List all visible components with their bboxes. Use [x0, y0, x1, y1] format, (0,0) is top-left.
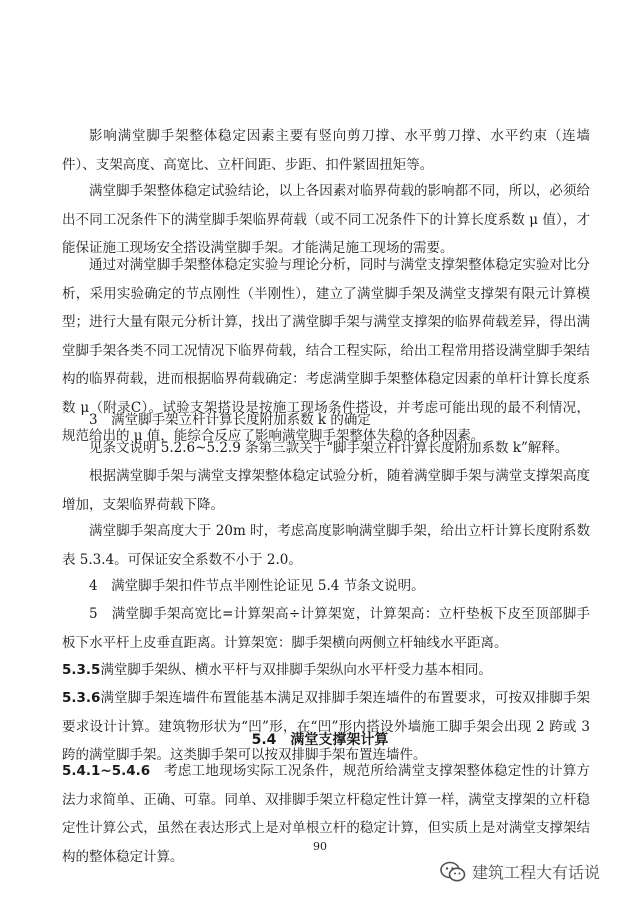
clause-5-4-1: [62, 757, 590, 871]
paragraph-analysis: 通过对满堂脚手架整体稳定实验与理论分析，同时与满堂支撑架整体稳定实验对比分析，采用实验确定的节点刚性（半刚性），建立了满堂脚手架及满堂支撑架有限元计算模型；进行大量有限元分析计算，找出了满堂脚手架与满堂支撑架的临界荷载差异，得出满堂脚手架各类不同工况情况下临界荷载，结合工程实际，给出工程常用搭设满堂脚手架结构的临界荷载，进而根据临界荷载确定：考虑满堂脚手架整体稳定因素的单杆计算长度系数 μ（附录C）。试验支架搭设是按施工现场条件搭设，并考虑可能出现的最不利情况，规范给出的 μ 值，能综合反应了影响满堂脚手架整体失稳的各种因素。: [62, 257, 590, 444]
clause-number: 5.3.5: [62, 662, 101, 678]
clause-number: 5.3.6: [62, 690, 101, 706]
wechat-icon: [440, 861, 466, 883]
paragraph-stability-factors: 影响满堂脚手架整体稳定因素主要有竖向剪刀撑、水平剪刀撑、水平约束（连墙件）、支架高度、高宽比、立杆间距、步距、扣件紧固扭矩等。: [62, 128, 590, 173]
paragraph-item-3-height-20m: 满堂脚手架高度大于 20m 时，考虑高度影响满堂脚手架，给出立杆计算长度附系数表 5.3.4。可保证安全系数不小于 2.0。: [62, 523, 590, 568]
clause-text: 考虑工地现场实际工况条件，规范所给满堂支撑架整体稳定性的计算方法力求简单、正确、可靠。同单、双排脚手架立杆稳定性计算一样，满堂支撑架的立杆稳定性计算公式，虽然在表达形式上是对单根立杆的稳定计算，但实质上是对满堂支撑架结构的整体稳定计算。: [62, 763, 591, 865]
paragraph-item-3-height-effect: 根据满堂脚手架与满堂支撑架整体稳定试验分析，随着满堂脚手架与满堂支撑架高度增加，支架临界荷载下降。: [62, 468, 590, 513]
clause-5-3-5: [62, 656, 590, 685]
paragraph-item-3-reference: 见条文说明 5.2.6~5.2.9 条第三款关于“脚手架立杆计算长度附加系数 k”解释。: [89, 440, 569, 456]
watermark-text: 建筑工程大有话说: [472, 863, 601, 882]
paragraph-item-4: 4 满堂脚手架扣件节点半刚性论证见 5.4 节条文说明。: [89, 578, 425, 594]
section-heading: 5.4 满堂支撑架计算: [251, 732, 389, 748]
clause-text: 满堂脚手架连墙件布置能基本满足双排脚手架连墙件的布置要求，可按双排脚手架要求设计计算。建筑物形状为“凹”形，在“凹”形内搭设外墙施工脚手架会出现 2 跨或 3 跨的满堂脚手架。这类脚手架可以按双排脚手架布置连墙件。: [62, 690, 590, 763]
paragraph-test-conclusion: 满堂脚手架整体稳定试验结论，以上各因素对临界荷载的影响都不同，所以，必须给出不同工况条件下的满堂脚手架临界荷载（或不同工况条件下的计算长度系数 μ 值），才能保证施工现场安全搭设满堂脚手架。才能满足施工现场的需要。: [62, 183, 590, 256]
clause-text: 满堂脚手架纵、横水平杆与双排脚手架纵向水平杆受力基本相同。: [100, 662, 492, 678]
paragraph-item-5: 5 满堂脚手架高宽比=计算架高÷计算架宽，计算架高：立杆垫板下皮至顶部脚手板下水平杆上皮垂直距离。计算架宽：脚手架横向两侧立杆轴线水平距离。: [62, 606, 590, 651]
paragraph-item-3-title: 3 满堂脚手架立杆计算长度附加系数 k 的确定: [89, 412, 371, 428]
watermark: [440, 860, 600, 883]
page-number: 90: [313, 840, 327, 853]
clause-number: 5.4.1~5.4.6: [62, 763, 151, 779]
